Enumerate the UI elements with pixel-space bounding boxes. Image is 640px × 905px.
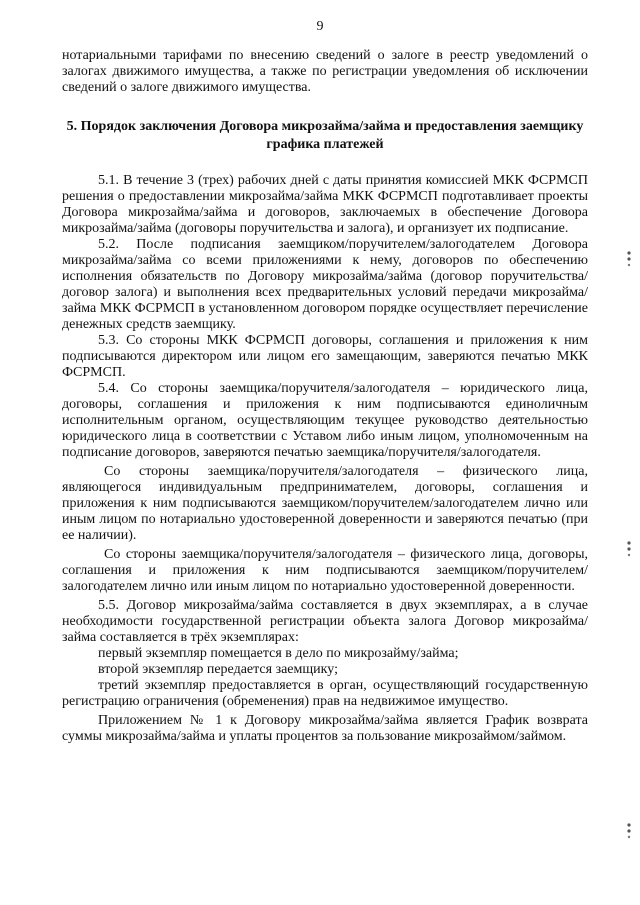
document-body: [62, 48, 588, 745]
margin-mark: [626, 540, 632, 560]
paragraph-5-4-individual-entrepreneur: Со стороны заемщика/поручителя/залогодателя – физического лица, являющегося индивидуальным предпринимателем, договоры, соглашения и приложения к ним подписываются заемщиком/поручителем/залогодателем лично или иным лицом по нотариально удостоверенной доверенности и заверяются печатью (при ее наличии).: [62, 464, 588, 543]
margin-mark: [626, 822, 632, 842]
page-number: 9: [316, 19, 324, 34]
copy-first: первый экземпляр помещается в дело по микрозайму/займа;: [98, 646, 459, 661]
paragraph-5-5: 5.5. Договор микрозайма/займа составляется в двух экземплярах, а в случае необходимости государственной регистрации объекта залога Договор микрозайма/займа составляется в трёх экземплярах:: [62, 598, 588, 645]
paragraph-5-4: 5.4. Со стороны заемщика/поручителя/залогодателя – юридического лица, договоры, соглашения и приложения к ним подписываются единоличным исполнительным органом, осуществляющим текущее руководство деятельностью юридического лица в соответствии с Уставом либо иным лицом, уполномоченным на подписание договоров, заверяются печатью заемщика/поручителя/залогодателя.: [62, 381, 588, 460]
copy-second: второй экземпляр передается заемщику;: [98, 662, 338, 677]
paragraph-continuation: нотариальными тарифами по внесению сведений о залоге в реестр уведомлений о залогах движимого имущества, а также по регистрации уведомления об исключении сведений о залоге движимого имущества.: [62, 48, 588, 95]
paragraph-5-1: 5.1. В течение 3 (трех) рабочих дней с даты принятия комиссией МКК ФСРМСП решения о предоставлении микрозайма/займа МКК ФСРМСП подготавливает проекты Договора микрозайма/займа и договоров, заключаемых в обеспечение Договора микрозайма/займа (договоры поручительства и залога), и организует их подписание.: [62, 173, 588, 236]
paragraph-5-3: 5.3. Со стороны МКК ФСРМСП договоры, соглашения и приложения к ним подписываются директором или лицом его замещающим, заверяются печатью МКК ФСРМСП.: [62, 333, 588, 380]
paragraph-5-4-individual: Со стороны заемщика/поручителя/залогодателя – физического лица, договоры, соглашения и приложения к ним подписываются заемщиком/поручителем/залогодателем лично или иным лицом по нотариально удостоверенной доверенности.: [62, 547, 588, 594]
paragraph-appendix: Приложением № 1 к Договору микрозайма/займа является График возврата суммы микрозайма/займа и уплаты процентов за пользование микрозаймом/займом.: [62, 713, 588, 744]
copy-third: третий экземпляр предоставляется в орган, осуществляющий государственную регистрацию ограничения (обременения) прав на недвижимое имущество.: [62, 678, 588, 709]
paragraph-5-2: 5.2. После подписания заемщиком/поручителем/залогодателем Договора микрозайма/займа со всеми приложениями к нему, договоров по обеспечению исполнения обязательств по Договору микрозайма/займа (договор поручительства/договор залога) и выполнения всех предварительных условий передачи микрозайма/займа МКК ФСРМСП в установленном договором порядке осуществляет перечисление денежных средств заемщику.: [62, 237, 588, 332]
section-heading: 5. Порядок заключения Договора микрозайма/займа и предоставления заемщику графика платежей: [66, 119, 584, 152]
margin-mark: [626, 250, 632, 270]
